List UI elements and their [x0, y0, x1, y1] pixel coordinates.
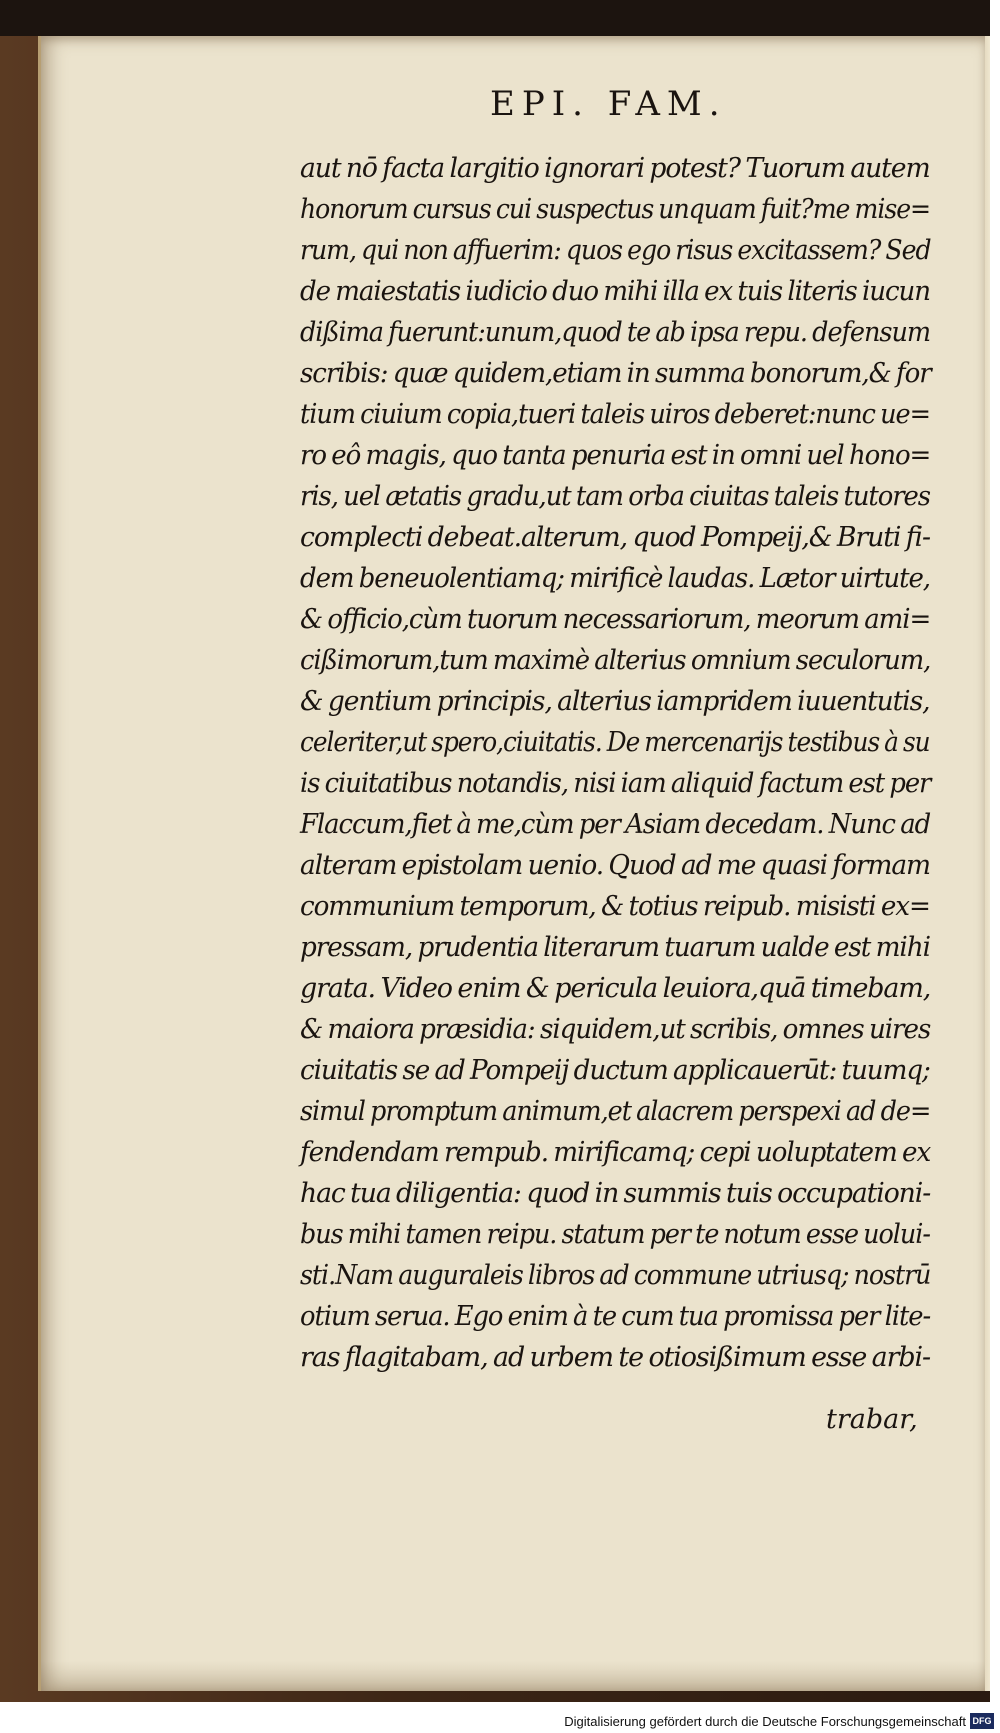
text-line: tium ciuium copia,tueri taleis uiros deberet:nunc ue= [300, 399, 930, 430]
text-line: otium serua. Ego enim à te cum tua promissa per lite- [300, 1301, 931, 1332]
scan-top-shadow [0, 0, 990, 36]
text-line: is ciuitatibus notandis, nisi iam aliquid factum est per [300, 768, 931, 799]
catchword: trabar, [826, 1404, 918, 1435]
text-line: rum, qui non affuerim: quos ego risus excitassem? Sed [300, 235, 931, 266]
running-header: EPI. FAM. [490, 84, 727, 124]
text-line: pressam, prudentia literarum tuarum ualde est mihi [300, 932, 930, 963]
text-line: Flaccum,fiet à me,cùm per Asiam decedam. Nunc ad [300, 809, 931, 840]
text-line: grata. Video enim & pericula leuiora,quā timebam, [300, 973, 931, 1004]
text-line: aut nō facta largitio ignorari potest? Tuorum autem [300, 153, 930, 184]
text-line: ro eô magis, quo tanta penuria est in omni uel hono= [300, 440, 931, 471]
text-line: dißima fuerunt:unum,quod te ab ipsa repu. defensum [300, 317, 931, 348]
text-line: & gentium principis, alterius iampridem iuuentutis, [300, 686, 930, 717]
text-line: scribis: quæ quidem,etiam in summa bonorum,& for [300, 358, 931, 389]
text-line: celeriter,ut spero,ciuitatis. De mercenarijs testibus à su [300, 727, 930, 758]
text-line: de maiestatis iudicio duo mihi illa ex tuis literis iucun [300, 276, 930, 307]
body-text [300, 148, 930, 1378]
dfg-logo: DFG [970, 1713, 994, 1729]
text-line: & officio,cùm tuorum necessariorum, meorum ami= [300, 604, 931, 635]
text-line: communium temporum, & totius reipub. misisti ex= [300, 891, 930, 922]
text-line: complecti debeat.alterum, quod Pompeij,& Bruti fi- [300, 522, 930, 553]
text-line: bus mihi tamen reipu. statum per te notum esse uolui- [300, 1219, 930, 1250]
text-line: alteram epistolam uenio. Quod ad me quasi formam [300, 850, 930, 881]
text-line: simul promptum animum,et alacrem perspexi ad de= [300, 1096, 931, 1127]
text-line: cißimorum,tum maximè alterius omnium seculorum, [300, 645, 931, 676]
text-line: & maiora præsidia: siquidem,ut scribis, omnes uires [300, 1014, 931, 1045]
text-line: ras flagitabam, ad urbem te otiosißimum esse arbi- [300, 1342, 931, 1373]
text-line: ciuitatis se ad Pompeij ductum applicauerūt: tuumq; [300, 1055, 930, 1086]
text-line: ris, uel ætatis gradu,ut tam orba ciuitas taleis tutores [300, 481, 931, 512]
text-line: hac tua diligentia: quod in summis tuis occupationi- [300, 1178, 931, 1209]
funding-credit: Digitalisierung gefördert durch die Deutsche Forschungsgemeinschaft [564, 1714, 966, 1729]
text-line: fendendam rempub. mirificamq; cepi uoluptatem ex [300, 1137, 931, 1168]
text-line: dem beneuolentiamq; mirificè laudas. Lætor uirtute, [300, 563, 930, 594]
text-line: honorum cursus cui suspectus unquam fuit?me mise= [300, 194, 931, 225]
text-line: sti.Nam auguraleis libros ad commune utriusq; nostrū [300, 1260, 931, 1291]
